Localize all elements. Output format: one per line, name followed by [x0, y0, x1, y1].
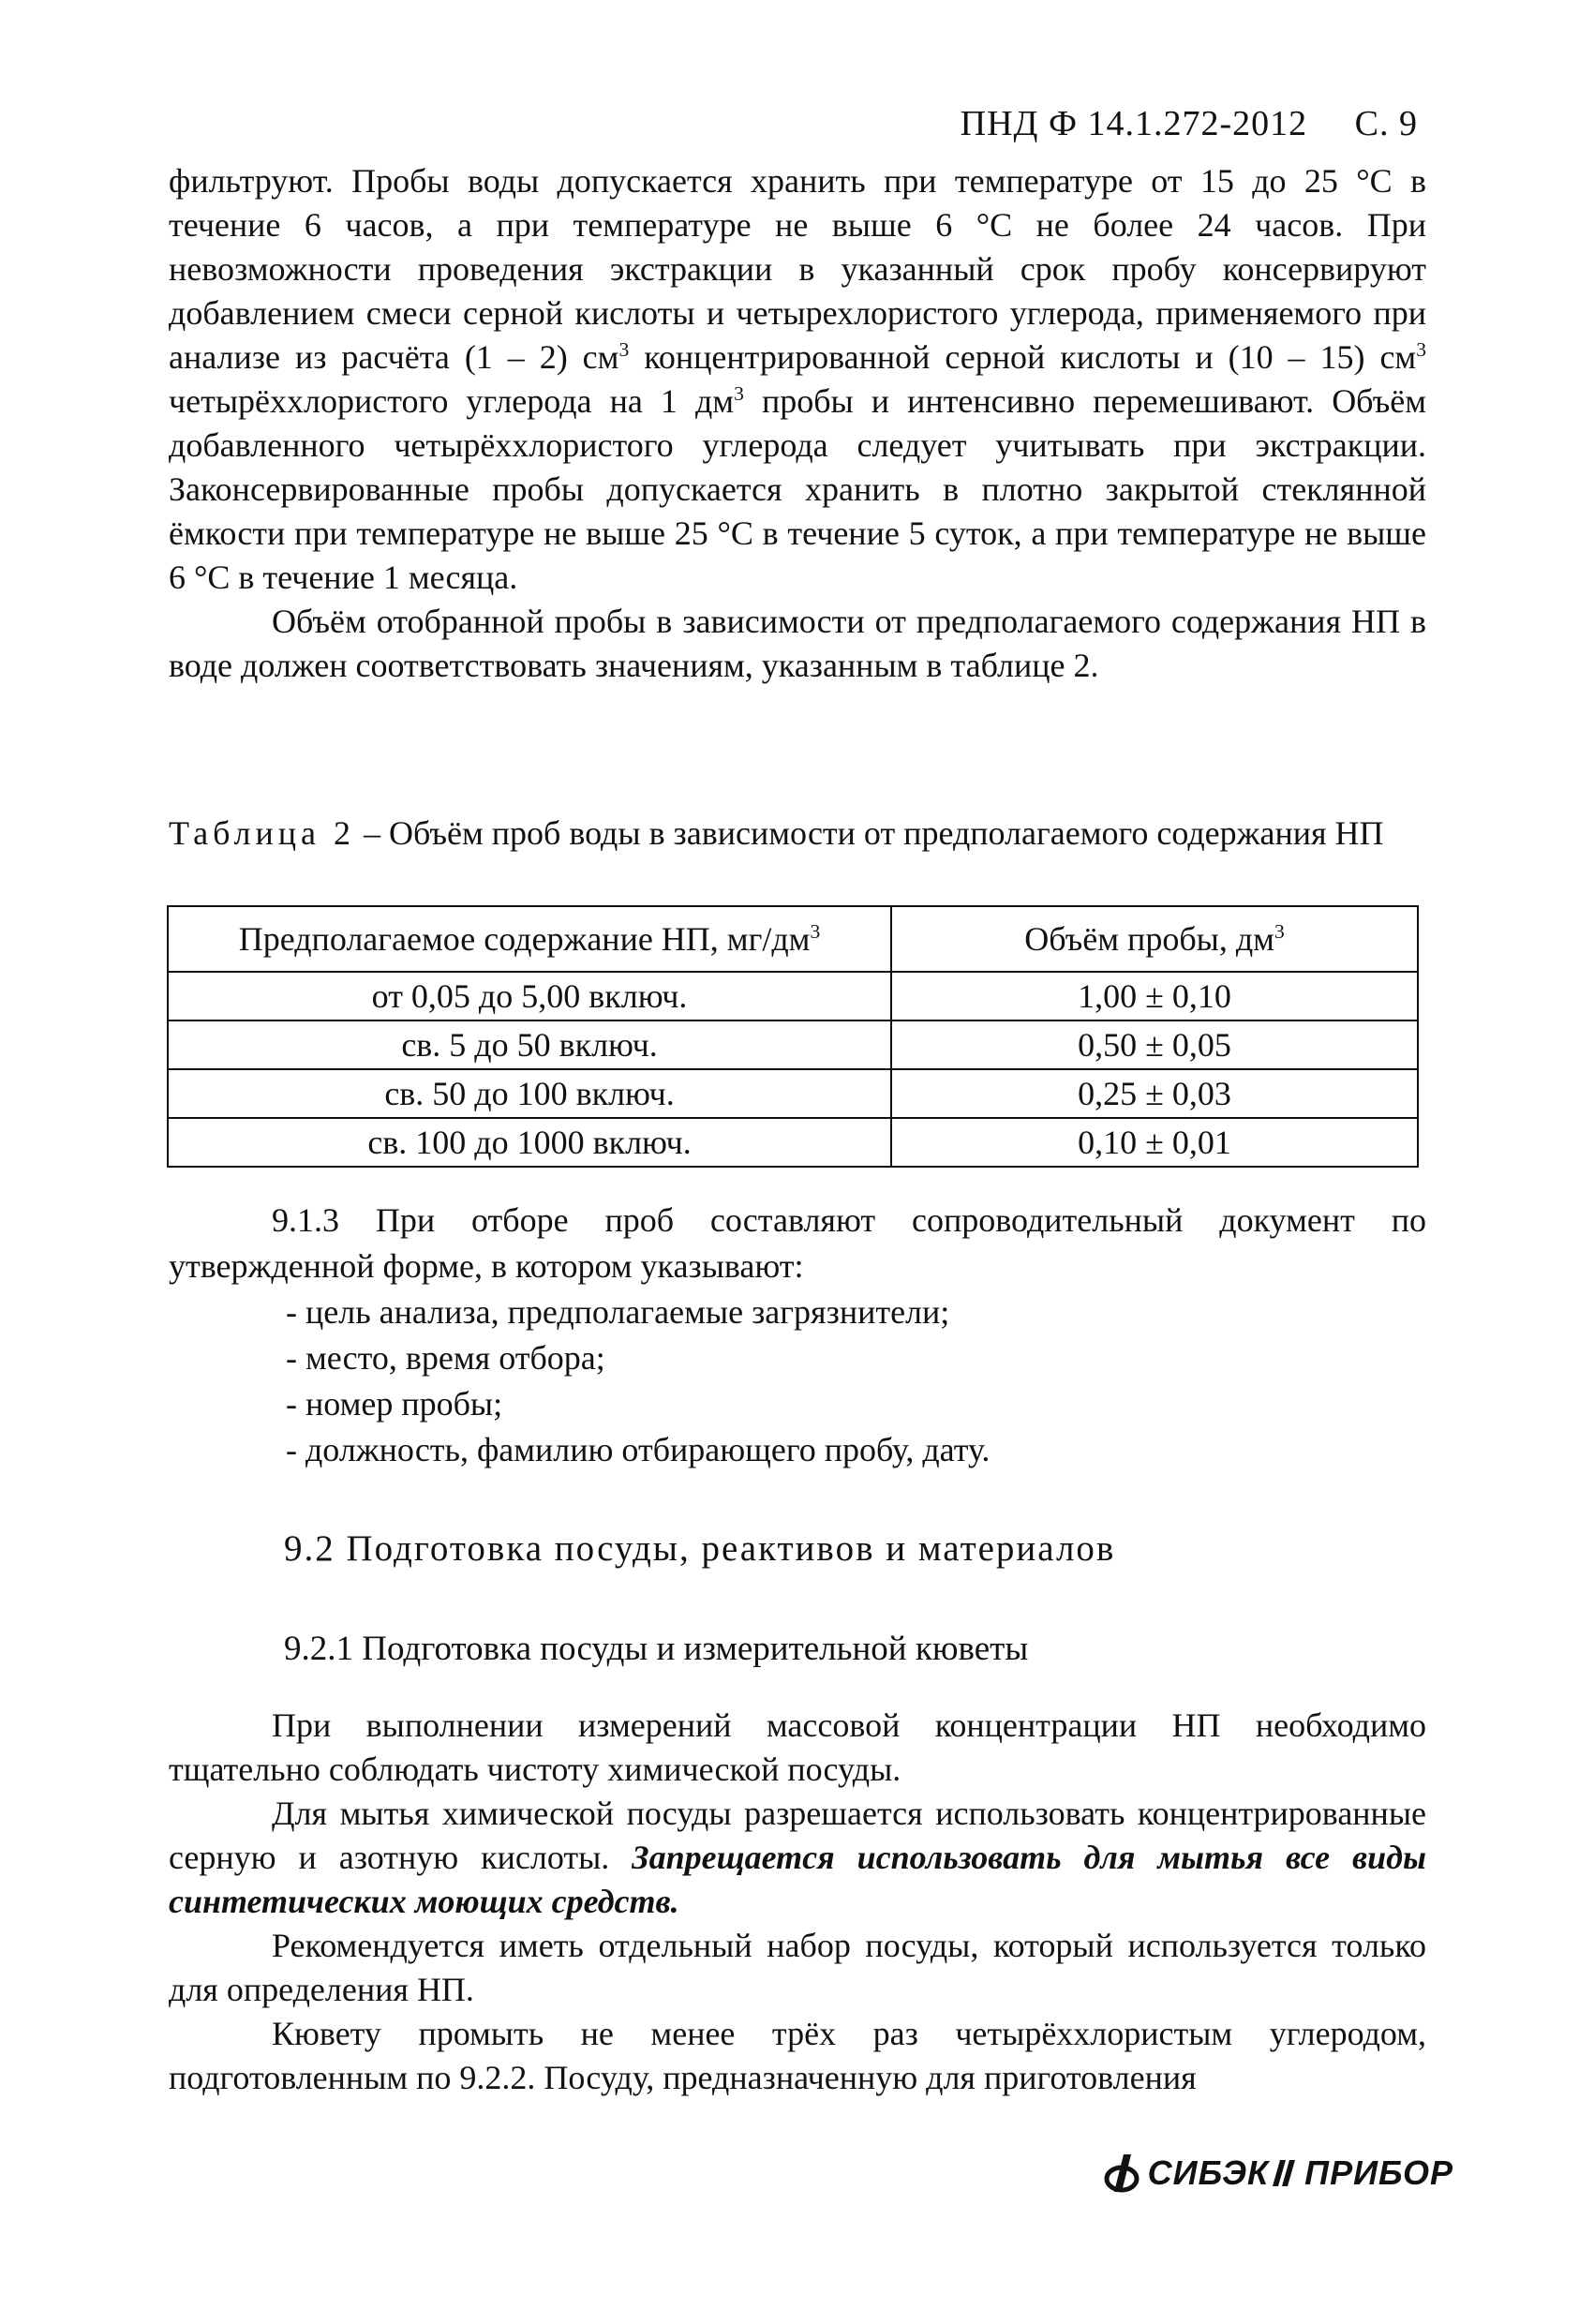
list-item: - номер пробы;	[286, 1385, 503, 1423]
table-cell-volume: 0,10 ± 0,01	[891, 1118, 1418, 1167]
paragraph-cleanliness: При выполнении измерений массовой концентрации НП необходимо тщательно соблюдать чистоту химической посуды.	[169, 1706, 1426, 1788]
logo-text-second: ПРИБОР	[1304, 2153, 1453, 2192]
paragraph-storage-part4: пробы и интенсивно перемешивают. Объём добавленного четырёххлористого углерода следует учитывать при экстракции. Законсервированные пробы допускается хранить в плотно закрытой стеклянной ёмкости при температуре не выше 25 °С в течение 5 суток, а при температуре не выше 6 °С в течение 1 месяца.	[169, 382, 1426, 596]
table-cell-content: от 0,05 до 5,00 включ.	[168, 972, 891, 1020]
section-heading-9-2-1: 9.2.1 Подготовка посуды и измерительной кюветы	[284, 1630, 1029, 1668]
superscript-3: 3	[734, 382, 744, 405]
section-9-2-1-body	[169, 1704, 1426, 2100]
paragraph-separate-set: Рекомендуется иметь отдельный набор посуды, который используется только для определения НП.	[169, 1927, 1426, 2008]
table-cell-content: св. 50 до 100 включ.	[168, 1069, 891, 1118]
table-row	[168, 1020, 1418, 1069]
paragraph-washing	[169, 1792, 1426, 1924]
table-header-content	[168, 906, 891, 972]
table-row	[168, 1118, 1418, 1167]
list-item: - цель анализа, предполагаемые загрязнители;	[286, 1293, 950, 1331]
table-caption	[169, 812, 1426, 855]
header-content-text: Предполагаемое содержание НП, мг/дм	[238, 920, 811, 958]
table-row	[168, 972, 1418, 1020]
logo-text-first: СИБЭК	[1147, 2153, 1270, 2192]
list-item: - место, время отбора;	[286, 1339, 605, 1377]
table-cell-content: св. 100 до 1000 включ.	[168, 1118, 891, 1167]
table-caption-label: Таблица 2	[169, 814, 355, 852]
table-header-row	[168, 906, 1418, 972]
page-header	[961, 103, 1418, 144]
header-superscript: 3	[1274, 920, 1285, 943]
table-cell-volume: 0,25 ± 0,03	[891, 1069, 1418, 1118]
section-9-1-3-intro: 9.1.3 При отборе проб составляют сопроводительный документ по утвержденной форме, в котором указывают:	[169, 1201, 1426, 1285]
table-cell-volume: 1,00 ± 0,10	[891, 972, 1418, 1020]
paragraph-volume: Объём отобранной пробы в зависимости от предполагаемого содержания НП в воде должен соответствовать значениям, указанным в таблице 2.	[169, 603, 1426, 684]
paragraph-storage-part1: фильтруют. Пробы воды допускается хранить при температуре от 15 до 25 °С в течение 6 часов, а при температуре не выше 6 °С не более 24 часов. При невозможности проведения экстракции в указанный срок пробу консервируют добавлением смеси серной кислоты и четырехлористого углерода, применяемого при анализе из расчёта (1 – 2) см	[169, 162, 1426, 376]
list-item: - должность, фамилию отбирающего пробу, дату.	[286, 1431, 991, 1468]
logo-separator-icon	[1273, 2156, 1301, 2190]
sample-volume-table	[167, 905, 1419, 1168]
page-number: С. 9	[1354, 104, 1418, 143]
table-caption-text: – Объём проб воды в зависимости от предполагаемого содержания НП	[354, 814, 1384, 852]
paragraph-washing-warning: Запрещается использовать для мытья все виды синтетических моющих средств.	[169, 1839, 1426, 1920]
paragraph-storage-part3: четырёххлористого углерода на 1 дм	[169, 382, 735, 420]
body-text-top	[169, 159, 1426, 688]
paragraph-washing-text: Для мытья химической посуды разрешается использовать концентрированные серную и азотную кислоты.	[169, 1795, 1426, 1876]
section-heading-9-2: 9.2 Подготовка посуды, реактивов и материалов	[284, 1528, 1116, 1569]
document-code: ПНД Ф 14.1.272-2012	[960, 104, 1308, 143]
superscript-3: 3	[618, 338, 630, 361]
header-volume-text: Объём пробы, дм	[1024, 920, 1274, 958]
table-cell-content: св. 5 до 50 включ.	[168, 1020, 891, 1069]
paragraph-storage	[169, 159, 1426, 600]
header-superscript: 3	[810, 920, 821, 943]
section-9-1-3	[169, 1198, 1426, 1473]
logo-emblem-icon	[1103, 2151, 1144, 2196]
paragraph-cuvette: Кювету промыть не менее трёх раз четырёххлористым углеродом, подготовленным по 9.2.2. Посуду, предназначенную для приготовления	[169, 2015, 1426, 2096]
sibek-pribor-logo	[1103, 2151, 1453, 2196]
table-row	[168, 1069, 1418, 1118]
table-cell-volume: 0,50 ± 0,05	[891, 1020, 1418, 1069]
table-header-volume	[891, 906, 1418, 972]
superscript-3: 3	[1416, 338, 1427, 361]
paragraph-storage-part2: концентрированной серной кислоты и (10 – 15) см	[629, 338, 1417, 376]
